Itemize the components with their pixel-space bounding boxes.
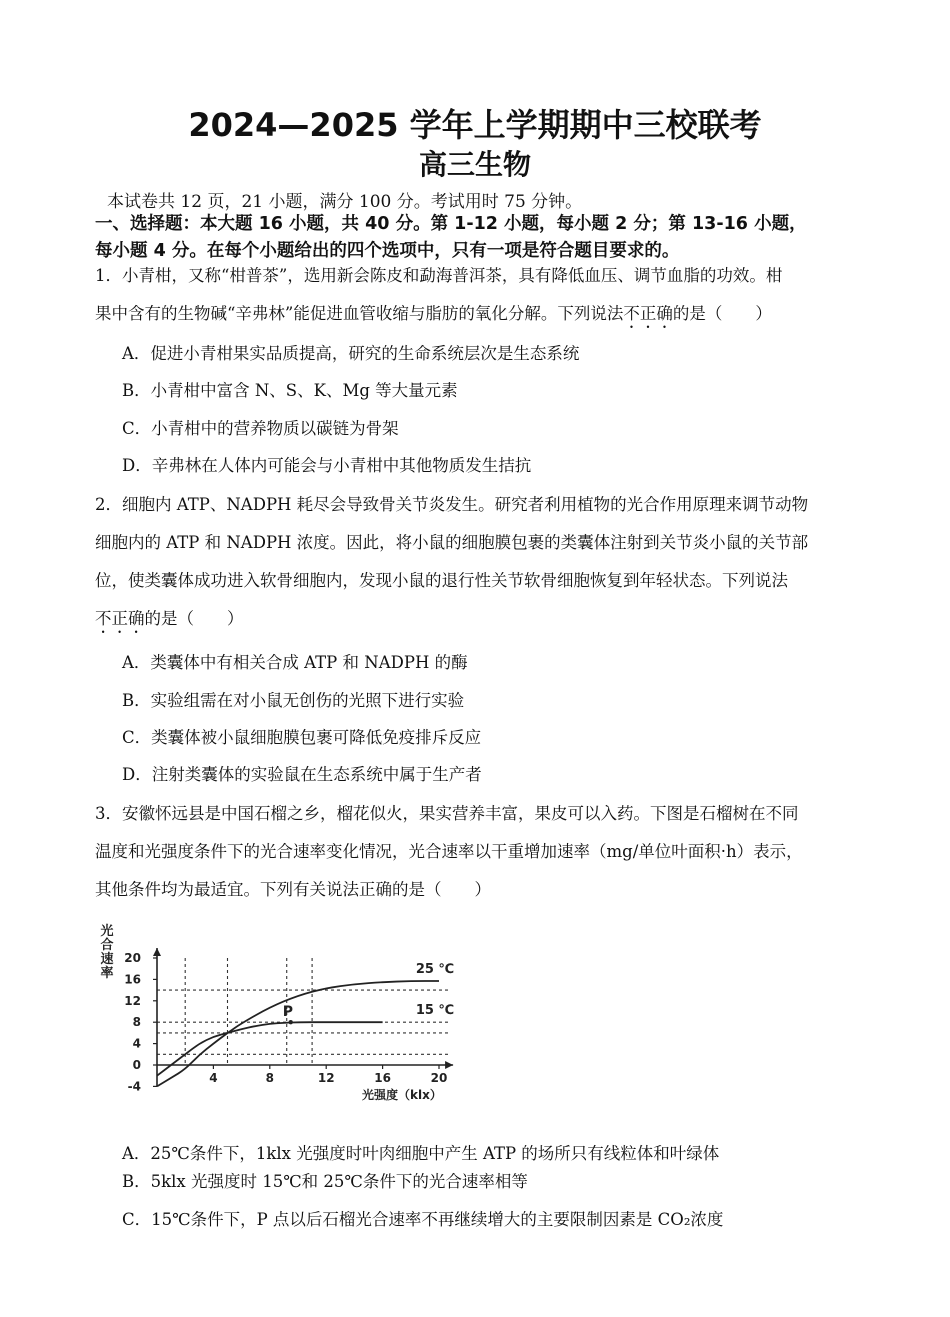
q3-line-2: 温度和光强度条件下的光合速率变化情况，光合速率以干重增加速率（mg/单位叶面积·h）表示， <box>95 842 803 861</box>
question-2 <box>95 486 860 638</box>
x-tick-label: 4 <box>209 1071 218 1085</box>
chart-reference-lines <box>157 958 449 1065</box>
series-line-25c <box>157 981 439 1086</box>
q2-line-2: 细胞内的 ATP 和 NADPH 浓度。因此，将小鼠的细胞膜包裹的类囊体注射到关节炎小鼠的关节部 <box>95 533 809 552</box>
q3-option-c: C．15℃条件下，P 点以后石榴光合速率不再继续增大的主要限制因素是 CO₂浓度 <box>122 1210 724 1229</box>
point-p-marker <box>289 1020 293 1024</box>
y-tick-label: 12 <box>124 993 141 1008</box>
exam-intro: 本试卷共 12 页，21 小题，满分 100 分。考试用时 75 分钟。 <box>107 192 583 212</box>
photosynthesis-chart <box>90 915 490 1115</box>
question-1 <box>95 257 860 333</box>
y-axis-arrow <box>153 948 161 956</box>
q2-option-a: A．类囊体中有相关合成 ATP 和 NADPH 的酶 <box>122 653 468 672</box>
q3-line-1: 3．安徽怀远县是中国石榴之乡，榴花似火，果实营养丰富，果皮可以入药。下图是石榴树在不同 <box>95 804 799 823</box>
q2-line-1: 2．细胞内 ATP、NADPH 耗尽会导致骨关节炎发生。研究者利用植物的光合作用原理来调节动物 <box>95 495 809 514</box>
q2-option-c: C．类囊体被小鼠细胞膜包裹可降低免疫排斥反应 <box>122 728 482 747</box>
y-tick-label: 8 <box>132 1015 141 1030</box>
y-tick-label: 20 <box>124 951 141 965</box>
y-tick-label: 0 <box>132 1058 141 1072</box>
q2-emphasis: 不正确 <box>95 609 145 628</box>
x-axis-arrow <box>445 1061 453 1069</box>
q1-option-d: D．辛弗林在人体内可能会与小青柑中其他物质发生拮抗 <box>122 456 532 475</box>
x-axis-label: 光强度（klx） <box>362 1088 442 1102</box>
q1-option-a: A．促进小青柑果实品质提高，研究的生命系统层次是生态系统 <box>122 344 580 363</box>
q3-option-b: B．5klx 光强度时 15℃和 25℃条件下的光合速率相等 <box>122 1172 528 1191</box>
series-label: 25 ℃ <box>415 962 455 978</box>
chart-axes <box>153 948 453 1086</box>
exam-title: 2024—2025 学年上学期期中三校联考 <box>188 106 762 144</box>
y-axis-label-char: 合 <box>100 938 114 953</box>
q1-emphasis: 不正确 <box>623 304 673 323</box>
point-p-label: P <box>282 1004 293 1021</box>
exam-subtitle: 高三生物 <box>418 148 531 181</box>
chart-series <box>157 981 439 1086</box>
y-tick-label: -4 <box>127 1079 141 1094</box>
y-axis-label-char: 速 <box>100 952 114 967</box>
x-tick-label: 8 <box>265 1071 274 1085</box>
q2-line-4: 不正确的是（ ） <box>95 609 244 628</box>
q2-option-d: D．注射类囊体的实验鼠在生态系统中属于生产者 <box>122 765 482 784</box>
q3-line-3: 其他条件均为最适宜。下列有关说法正确的是（ ） <box>95 880 491 899</box>
q1-option-c: C．小青柑中的营养物质以碳链为骨架 <box>122 419 399 438</box>
x-tick-label: 16 <box>374 1071 391 1085</box>
y-axis-label-char: 率 <box>100 966 114 981</box>
y-tick-label: 16 <box>124 972 141 987</box>
y-axis-label-char: 光 <box>100 924 114 939</box>
q2-line-3: 位，使类囊体成功进入软骨细胞内，发现小鼠的退行性关节软骨细胞恢复到年轻状态。下列说法 <box>95 571 788 590</box>
series-label: 15 ℃ <box>415 1003 455 1019</box>
chart-labels <box>100 923 454 1102</box>
q1-line-2: 果中含有的生物碱“辛弗林”能促进血管收缩与脂肪的氧化分解。下列说法不正确的是（ ） <box>95 304 772 323</box>
q1-line-1: 1．小青柑，又称“柑普茶”，选用新会陈皮和勐海普洱茶，具有降低血压、调节血脂的功效。柑 <box>95 266 783 285</box>
y-tick-label: 4 <box>132 1036 141 1051</box>
q3-option-a: A．25℃条件下，1klx 光强度时叶肉细胞中产生 ATP 的场所只有线粒体和叶绿体 <box>122 1144 720 1163</box>
q2-option-b: B．实验组需在对小鼠无创伤的光照下进行实验 <box>122 691 465 710</box>
x-tick-label: 12 <box>317 1071 335 1085</box>
x-tick-label: 20 <box>430 1071 448 1085</box>
question-3 <box>95 795 860 909</box>
section-line-2: 每小题 4 分。在每个小题给出的四个选项中，只有一项是符合题目要求的。 <box>95 241 680 261</box>
q1-option-b: B．小青柑中富含 N、S、K、Mg 等大量元素 <box>122 381 458 400</box>
section-line-1: 一、选择题：本大题 16 小题，共 40 分。第 1-12 小题，每小题 2 分；第 13-16 小题， <box>95 214 807 234</box>
